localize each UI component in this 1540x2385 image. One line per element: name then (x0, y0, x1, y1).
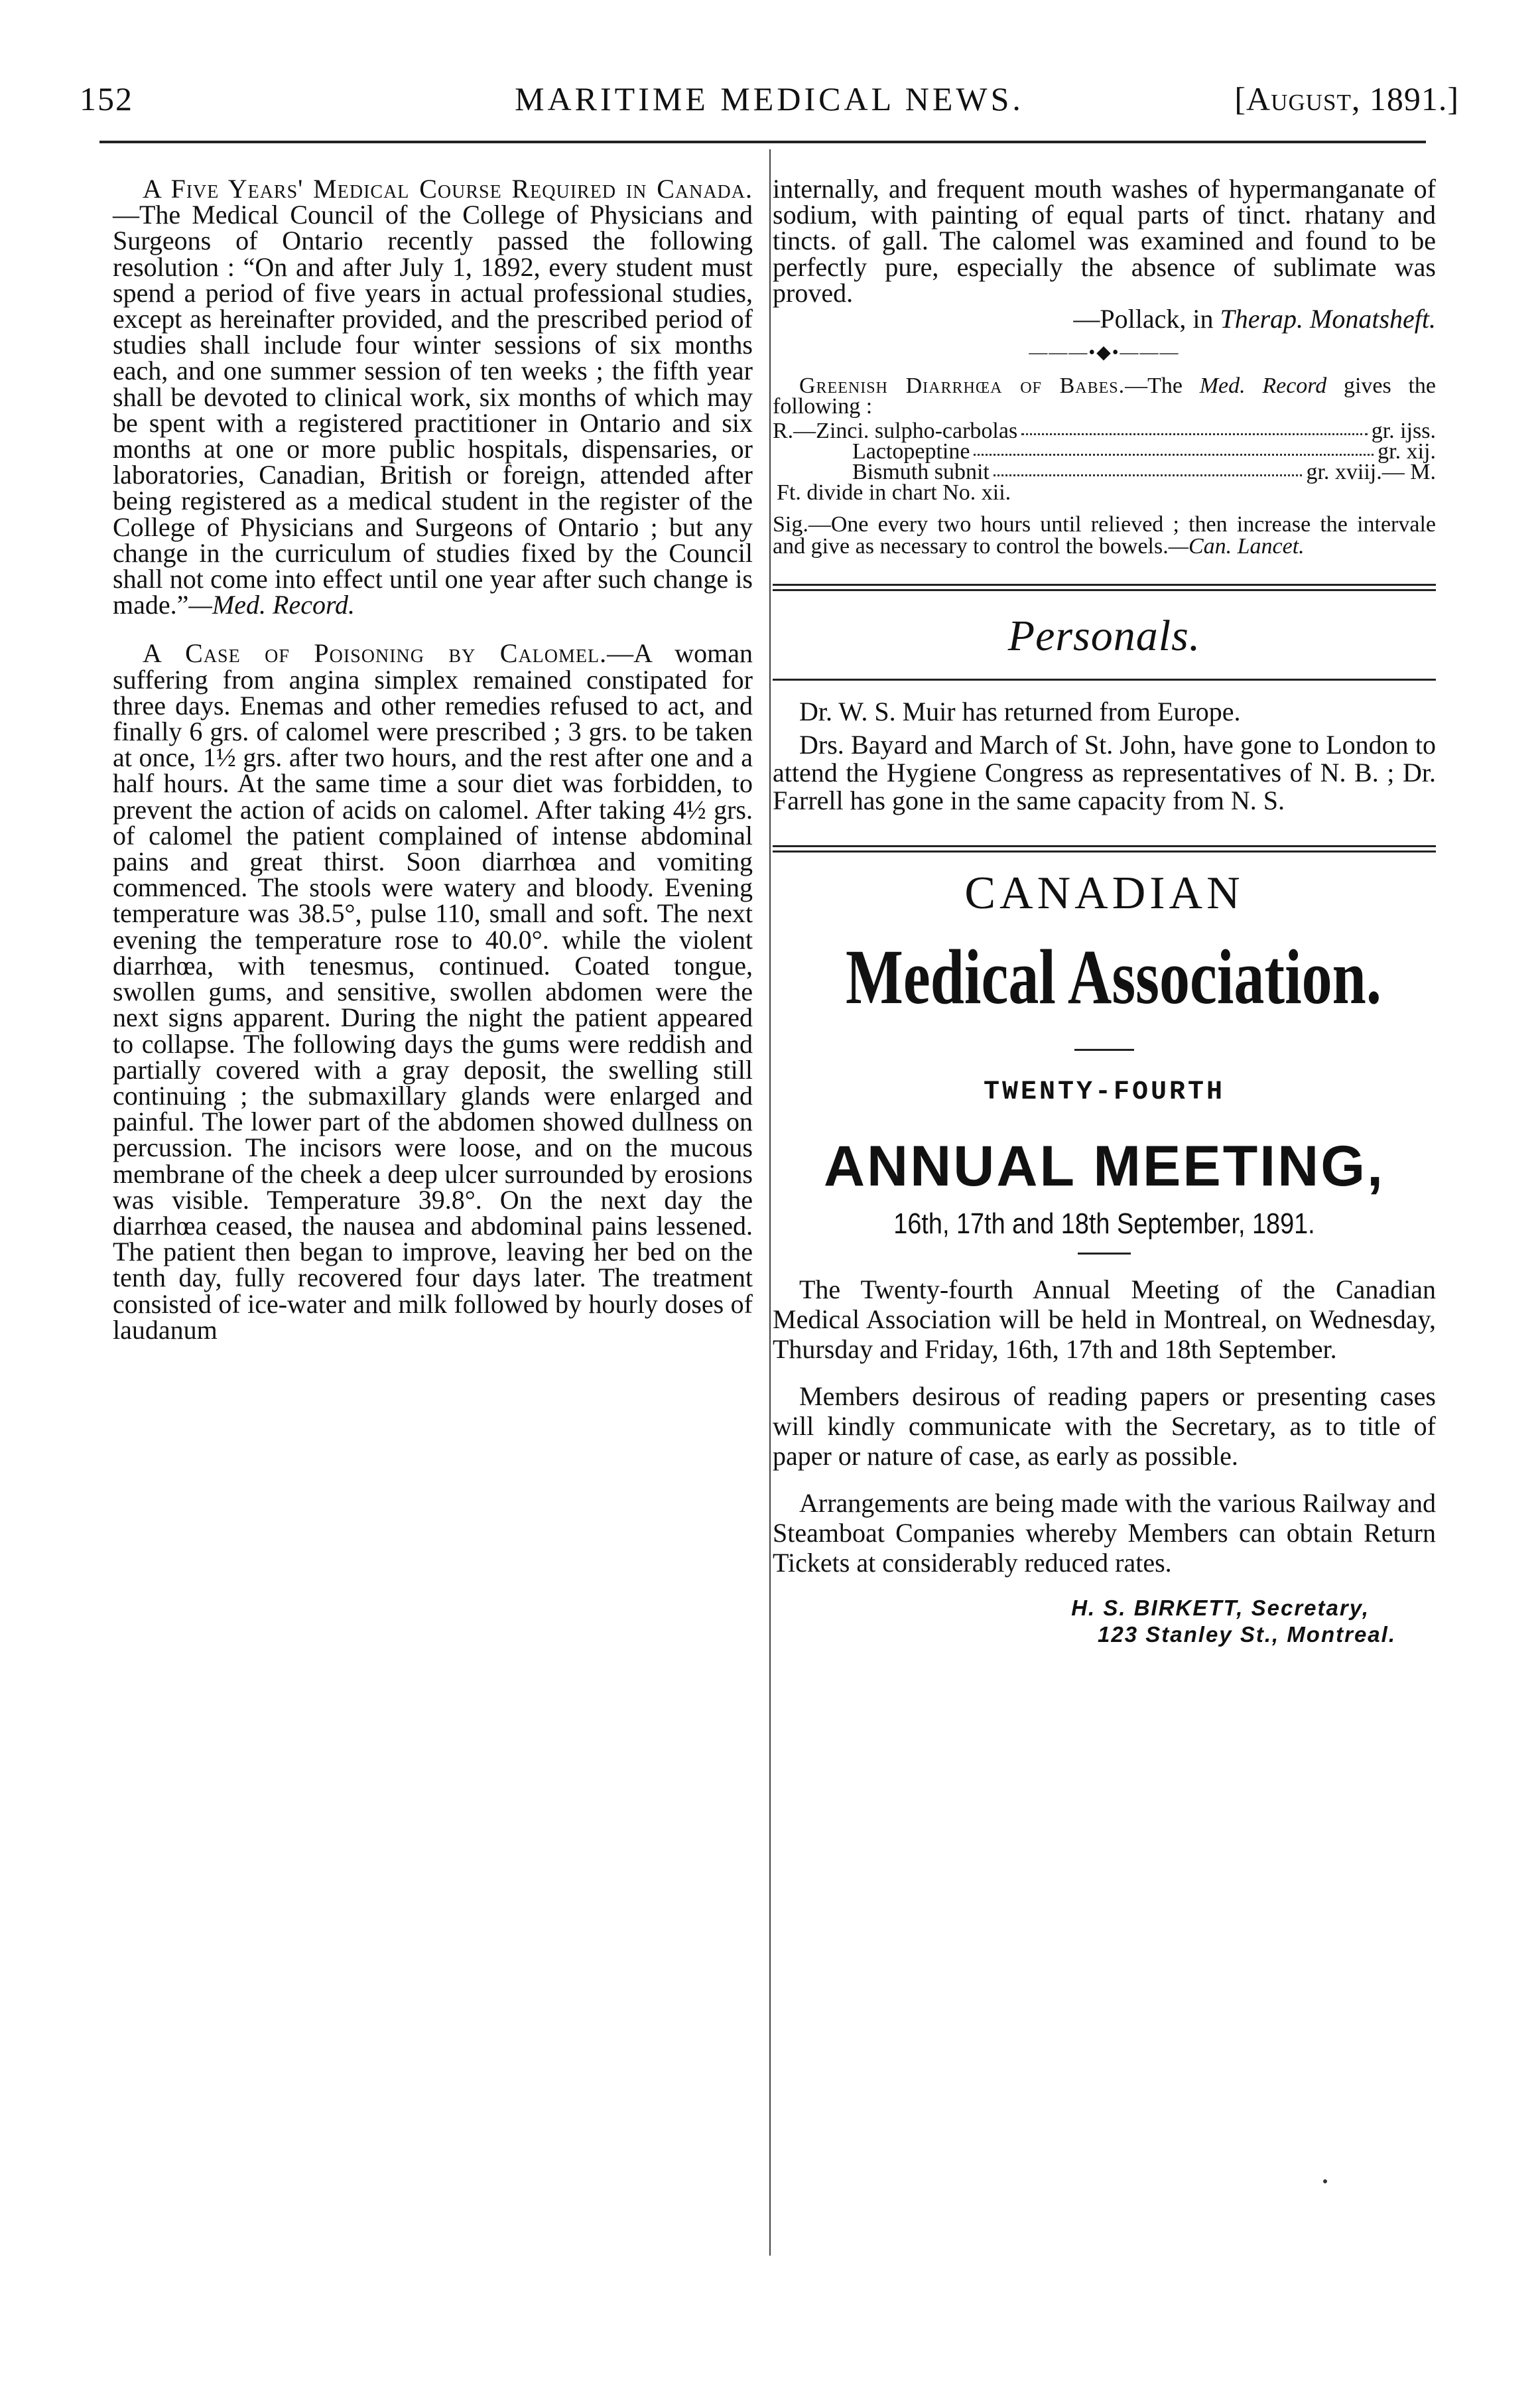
column-divider (769, 149, 771, 2256)
personals-section (773, 698, 1436, 815)
signature-address: 123 Stanley St., Montreal. (1098, 1622, 1396, 1647)
prescription (773, 419, 1436, 506)
prescription-line (773, 460, 1436, 485)
personals-paragraph: Drs. Bayard and March of St. John, have gone to London to attend the Hygiene Congress as representatives of N. B. ; Dr. Farrell has gone in the same capacity from N. S. (773, 730, 1436, 816)
cma-line-canadian: CANADIAN (964, 868, 1244, 920)
ornament-divider: ———•◆•——— (1029, 342, 1180, 364)
prescription-dose: gr. ijss. (1371, 419, 1436, 444)
prescription-divide: Ft. divide in chart No. xii. (777, 480, 1011, 506)
dotted-leader (994, 462, 1303, 476)
double-rule (773, 584, 1436, 591)
article-source (773, 306, 1436, 332)
cma-line-medical-association: Medical Association. (846, 933, 1381, 1021)
article-text: —The Medical Council of the College of Physicians and Surgeons of Ontario recently passed the following resolution : “On and after July 1, 1892, every student must spend a period of five years in actual professional studies, except as hereinafter provided, and the prescribed period of studies shall include four winter sessions of six months each, and one summer session of ten weeks ; the fifth year shall be devoted to clinical work, six months of which may be spent with a registered practitioner in Ontario and six months at one or more public hospitals, dispensaries, or laboratories, Canadian, British or foreign, attended after being registered as a medical student in the register of the College of Physicians and Surgeons of Ontario ; but any change in the curriculum of studies fixed by the Council shall not come into effect until one year after such change is made.” (113, 200, 753, 620)
cma-ordinal: TWENTY-FOURTH (983, 1077, 1226, 1108)
right-column (773, 176, 1436, 1648)
dotted-leader (1021, 421, 1367, 435)
header-rule (99, 141, 1426, 143)
article-intro (773, 375, 1436, 417)
article-paragraph (113, 638, 753, 1345)
intro-text-end: gives the following : (773, 374, 1436, 419)
cma-signature (773, 1595, 1436, 1648)
page-header (80, 80, 1459, 119)
personals-paragraph: Dr. W. S. Muir has returned from Europe. (799, 697, 1241, 727)
source-author: —Pollack, in (1073, 304, 1214, 334)
short-rule (1074, 1049, 1134, 1051)
article-five-years-course (113, 176, 753, 618)
rule (773, 679, 1436, 681)
intro-text: —The (1125, 374, 1183, 399)
article-calomel-poisoning (113, 638, 753, 1345)
dotted-leader (974, 441, 1374, 456)
left-column (113, 176, 753, 1343)
cma-annual-meeting-title: ANNUAL MEETING, (823, 1134, 1385, 1199)
article-text: internally, and frequent mouth washes of hypermanganate of sodium, with painting of equal parts of tinct. rhatany and tincts. of gall. The calomel was examined and found to be perfectly pure, especially the absence of sublimate was proved. (773, 174, 1436, 308)
prescription-ingredient: R.—Zinci. sulpho-carbolas (773, 419, 1018, 444)
sig-source: —Can. Lancet. (1168, 534, 1305, 559)
sig-text: Sig.—One every two hours until relieved ; then increase the intervale and give as necessary to control the bowels. (773, 512, 1436, 559)
source-title: Therap. Monatsheft. (1220, 304, 1436, 334)
cma-body (773, 1274, 1436, 1578)
intro-source: Med. Record (1199, 374, 1327, 399)
page-number: 152 (80, 80, 133, 117)
article-continuation (773, 176, 1436, 332)
signature-name: H. S. BIRKETT, Secretary, (1071, 1596, 1370, 1621)
cma-announcement (773, 867, 1436, 1648)
cma-paragraph: Members desirous of reading papers or presenting cases will kindly communicate with the Secretary, as to title of paper or nature of case, as early as possible. (773, 1381, 1436, 1471)
double-rule (773, 845, 1436, 852)
article-paragraph (113, 176, 753, 618)
article-source: —Med. Record. (188, 590, 355, 620)
article-text: —A woman suffering from angina simplex remained constipated for three days. Enemas and other remedies refused to act, and finally 6 grs. of calomel were prescribed ; 3 grs. to be taken at once, 1½ grs. after two hours, and the rest after one and a half hours. At the same time a sour diet was forbidden, to prevent the action of acids on calomel. After taking 4½ grs. of calomel the patient complained of intense abdominal pains and great thirst. Soon diarrhœa and vomiting commenced. The stools were watery and bloody. Evening temperature was 38.5°, pulse 110, small and soft. The next evening the temperature rose to 40.0°. while the violent diarrhœa, with tenesmus, continued. Coated tongue, swollen gums, and sensitive, swollen abdomen were the next signs apparent. During the night the patient appeared to collapse. The following days the gums were reddish and partially covered with a gray deposit, the swelling still continuing ; the submaxillary glands were enlarged and painful. The lower part of the abdomen showed dullness on percussion. The incisors were loose, and on the mucous membrane of the cheek a deep ulcer surrounded by erosions was visible. Temperature 39.8°. On the next day the diarrhœa ceased, the nausea and abdominal pains lessened. The patient then began to improve, leaving her bed on the tenth day, fully recovered four days later. The treatment consisted of ice-water and milk followed by hourly doses of laudanum (113, 638, 753, 1345)
article-heading: A Five Years' Medical Course Required in Canada. (143, 174, 753, 204)
prescription-ingredient: Lactopeptine (852, 439, 970, 464)
prescription-sig (773, 513, 1436, 557)
personals-heading: Personals. (1007, 612, 1201, 661)
article-heading: Greenish Diarrhœa of Babes. (799, 374, 1125, 399)
article-greenish-diarrhoea (773, 375, 1436, 557)
ink-speck (1323, 2179, 1327, 2183)
prescription-line (773, 441, 1436, 462)
prescription-dose: gr. xij. (1378, 439, 1436, 464)
cma-dates: 16th, 17th and 18th September, 1891. (893, 1207, 1315, 1241)
prescription-line (773, 419, 1436, 444)
issue-date: [August, 1891.] (1234, 80, 1459, 117)
journal-title: MARITIME MEDICAL NEWS. (515, 80, 1024, 117)
cma-paragraph: Arrangements are being made with the various Railway and Steamboat Companies whereby Members can obtain Return Tickets at considerably reduced rates. (773, 1488, 1436, 1578)
short-rule (1078, 1253, 1131, 1255)
article-heading: A Case of Poisoning by Calomel. (143, 638, 608, 669)
cma-paragraph: The Twenty-fourth Annual Meeting of the Canadian Medical Association will be held in Montreal, on Wednesday, Thursday and Friday, 16th, 17th and 18th September. (773, 1274, 1436, 1365)
prescription-dose: gr. xviij.— M. (1306, 460, 1436, 485)
prescription-ingredient: Bismuth subnit (852, 460, 990, 485)
